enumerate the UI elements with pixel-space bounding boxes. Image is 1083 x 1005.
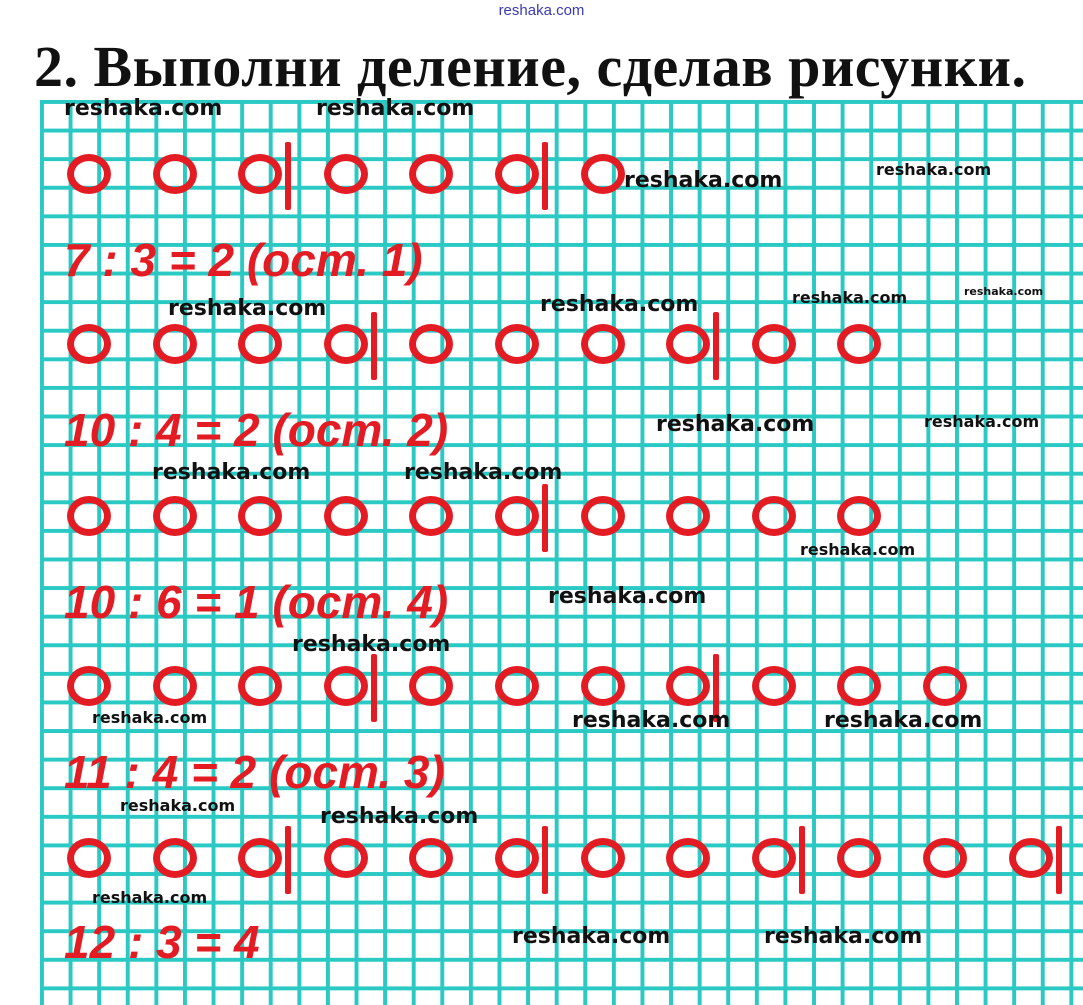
counter-circle bbox=[495, 324, 539, 364]
counter-circle bbox=[495, 666, 539, 706]
counter-circle bbox=[238, 324, 282, 364]
watermark: reshaka.com bbox=[64, 96, 223, 121]
watermark: reshaka.com bbox=[624, 168, 783, 193]
counter-circle bbox=[238, 838, 282, 878]
watermark: reshaka.com bbox=[572, 708, 731, 733]
watermark: reshaka.com bbox=[792, 288, 908, 307]
counter-circle bbox=[153, 154, 197, 194]
watermark: reshaka.com bbox=[92, 888, 208, 907]
counter-circle bbox=[752, 666, 796, 706]
counter-circle bbox=[1009, 838, 1053, 878]
counter-circle bbox=[238, 496, 282, 536]
watermark: reshaka.com bbox=[168, 296, 327, 321]
group-divider-line bbox=[371, 312, 377, 380]
watermark: reshaka.com bbox=[540, 292, 699, 317]
group-divider-line bbox=[371, 654, 377, 722]
counter-circle bbox=[324, 666, 368, 706]
division-equation: 7 : 3 = 2 (ост. 1) bbox=[64, 234, 423, 286]
counter-circle bbox=[581, 838, 625, 878]
division-equation: 10 : 6 = 1 (ост. 4) bbox=[64, 576, 449, 628]
watermark: reshaka.com bbox=[764, 924, 923, 949]
task-title: 2. Выполни деление, сделав рисунки. bbox=[34, 34, 1027, 99]
counter-circle bbox=[153, 324, 197, 364]
counter-circle bbox=[324, 154, 368, 194]
counter-circle bbox=[153, 496, 197, 536]
counter-circle bbox=[324, 496, 368, 536]
watermark: reshaka.com bbox=[656, 412, 815, 437]
watermark: reshaka.com bbox=[512, 924, 671, 949]
group-divider-line bbox=[713, 312, 719, 380]
counter-circle bbox=[153, 666, 197, 706]
counter-circle bbox=[666, 666, 710, 706]
counter-circle bbox=[666, 324, 710, 364]
watermark: reshaka.com bbox=[964, 285, 1044, 298]
watermark: reshaka.com bbox=[316, 96, 475, 121]
group-divider-line bbox=[542, 826, 548, 894]
counter-circle bbox=[238, 666, 282, 706]
watermark: reshaka.com bbox=[924, 412, 1040, 431]
counter-circle bbox=[581, 666, 625, 706]
group-divider-line bbox=[1056, 826, 1062, 894]
watermark: reshaka.com bbox=[800, 540, 916, 559]
group-divider-line bbox=[542, 142, 548, 210]
group-divider-line bbox=[285, 826, 291, 894]
counter-circle bbox=[495, 154, 539, 194]
group-divider-line bbox=[542, 484, 548, 552]
watermark: reshaka.com bbox=[404, 460, 563, 485]
group-divider-line bbox=[799, 826, 805, 894]
counter-circle bbox=[67, 324, 111, 364]
counter-circle bbox=[581, 496, 625, 536]
counter-circle bbox=[153, 838, 197, 878]
watermark: reshaka.com bbox=[292, 632, 451, 657]
counter-circle bbox=[752, 496, 796, 536]
counter-circle bbox=[581, 324, 625, 364]
counter-circle bbox=[581, 154, 625, 194]
counter-circle bbox=[67, 666, 111, 706]
counter-circle bbox=[923, 666, 967, 706]
site-link[interactable]: reshaka.com bbox=[498, 2, 585, 19]
watermark: reshaka.com bbox=[876, 160, 992, 179]
counter-circle bbox=[495, 496, 539, 536]
counter-circle bbox=[666, 496, 710, 536]
watermark: reshaka.com bbox=[120, 796, 236, 815]
counter-circle bbox=[666, 838, 710, 878]
division-equation: 12 : 3 = 4 bbox=[64, 916, 260, 968]
counter-circle bbox=[923, 838, 967, 878]
counter-circle bbox=[238, 154, 282, 194]
counter-circle bbox=[67, 496, 111, 536]
counter-circle bbox=[324, 838, 368, 878]
counter-circle bbox=[324, 324, 368, 364]
counter-circle bbox=[67, 838, 111, 878]
watermark: reshaka.com bbox=[92, 708, 208, 727]
counter-circle bbox=[495, 838, 539, 878]
counter-circle bbox=[752, 324, 796, 364]
group-divider-line bbox=[285, 142, 291, 210]
watermark: reshaka.com bbox=[320, 804, 479, 829]
watermark: reshaka.com bbox=[824, 708, 983, 733]
counter-circle bbox=[67, 154, 111, 194]
watermark: reshaka.com bbox=[548, 584, 707, 609]
watermark: reshaka.com bbox=[152, 460, 311, 485]
division-equation: 10 : 4 = 2 (ост. 2) bbox=[64, 404, 449, 456]
division-equation: 11 : 4 = 2 (ост. 3) bbox=[64, 746, 445, 798]
counter-circle bbox=[752, 838, 796, 878]
